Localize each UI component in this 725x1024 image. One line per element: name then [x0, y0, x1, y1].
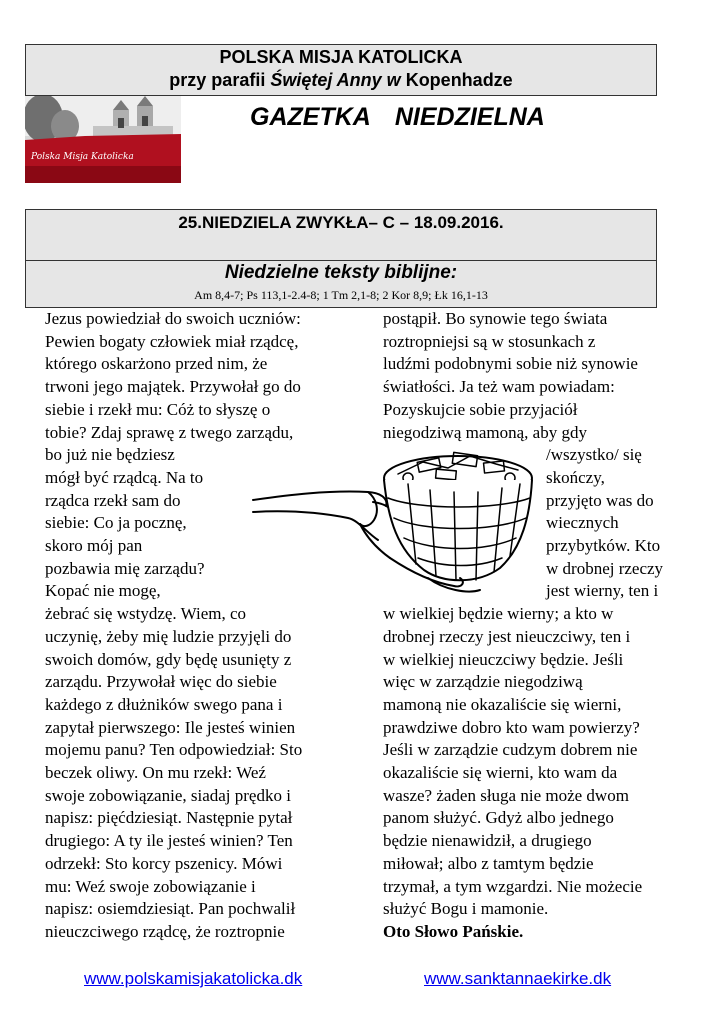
gospel-line: jest wierny, ten i: [546, 581, 659, 601]
parish-saint-name: Świętej Anny w: [270, 70, 401, 90]
gospel-line: drugiego: A ty ile jesteś winien? Ten: [45, 831, 293, 851]
gospel-line: roztropniejsi są w stosunkach z: [383, 331, 596, 351]
gospel-line: przybytków. Kto: [546, 536, 661, 556]
gospel-line: trzymał, a tym wzgardzi. Nie możecie: [383, 876, 643, 896]
gospel-line: tobie? Zdaj sprawę z twego zarządu,: [45, 422, 294, 442]
gospel-line: mojemu panu? Ten odpowiedział: Sto: [45, 740, 303, 760]
gospel-line: panom służyć. Gdyż albo jednego: [383, 808, 614, 828]
gospel-column-right: [383, 308, 663, 944]
gospel-line: zarządu. Przywołał więc do siebie: [45, 672, 277, 692]
gospel-line: każdego z dłużników swego pana i: [45, 694, 283, 714]
gospel-line: swoje zobowiązanie, siadaj prędko i: [45, 785, 291, 805]
gospel-line: skończy,: [546, 467, 605, 487]
gospel-line: mógł być rządcą. Na to: [45, 467, 204, 487]
gospel-line: siebie: Co ja pocznę,: [45, 513, 187, 533]
gospel-line: rządca rzekł sam do: [45, 490, 181, 510]
gospel-line: nieuczciwego rządcę, że roztropnie: [45, 921, 285, 941]
readings-title: Niedzielne teksty biblijne:: [224, 262, 458, 283]
parish-line-prefix: przy parafii: [169, 70, 271, 90]
sunday-banner: [25, 209, 657, 261]
gospel-line: mamoną nie okazaliście się wierni,: [383, 694, 622, 714]
parish-line: [26, 70, 656, 91]
gospel-line: postąpił. Bo synowie tego świata: [383, 309, 608, 328]
gospel-line: niegodziwą mamoną, aby gdy: [383, 422, 587, 442]
gospel-line: w wielkiej nieuczciwy będzie. Jeśli: [383, 649, 624, 669]
gospel-line: Pewien bogaty człowiek miał rządcę,: [45, 331, 299, 351]
readings-banner: [25, 260, 657, 308]
gospel-line: Pozyskujcie sobie przyjaciół: [383, 399, 578, 419]
gospel-line: wasze? żaden sługa nie może dwom: [383, 785, 629, 805]
footer-link-polskamisja[interactable]: www.polskamisjakatolicka.dk: [84, 969, 303, 988]
church-photo-logo: [25, 96, 181, 183]
header-banner: [25, 44, 657, 96]
sunday-title: 25.NIEDZIELA ZWYKŁA– C – 18.09.2016.: [178, 213, 504, 232]
gospel-line: siebie i rzekł mu: Cóż to słyszę o: [45, 399, 271, 419]
gospel-line: /wszystko/ się: [546, 445, 642, 465]
gospel-line: Jeśli w zarządzie cudzym dobrem nie: [383, 740, 638, 760]
gospel-line: trwoni jego majątek. Przywołał go do: [45, 377, 301, 397]
gospel-line: napisz: pięćdziesiąt. Następnie pytał: [45, 808, 293, 828]
footer-link-sanktanna[interactable]: www.sanktannaekirke.dk: [424, 969, 612, 988]
gospel-line: będzie nienawidził, a drugiego: [383, 831, 592, 851]
gospel-line: Kopać nie mogę,: [45, 581, 161, 601]
gospel-line: zapytał pierwszego: Ile jesteś winien: [45, 717, 296, 737]
gospel-line: uczynię, żeby mię ludzie przyjęli do: [45, 626, 292, 646]
gospel-line: drobnej rzeczy jest nieuczciwy, ten i: [383, 626, 631, 646]
gospel-line: miłował; albo z tamtym będzie: [383, 853, 594, 873]
gospel-line: bo już nie będziesz: [45, 445, 175, 465]
gospel-line: światłości. Ja też wam powiadam:: [383, 377, 615, 397]
gospel-line: ludźmi podobnymi sobie niż synowie: [383, 354, 638, 374]
gospel-line: odrzekł: Sto korcy pszenicy. Mówi: [45, 853, 283, 873]
gospel-line: pozbawia mię zarządu?: [45, 558, 205, 578]
gospel-line: napisz: osiemdziesiąt. Pan pochwalił: [45, 899, 296, 919]
gospel-line: którego oskarżono przed nim, że: [45, 354, 268, 374]
basket-of-money-hand-icon: [248, 440, 548, 610]
readings-references: Am 8,4-7; Ps 113,1-2.4-8; 1 Tm 2,1-8; 2 Kor 8,9; Łk 16,1-13: [194, 288, 488, 302]
gospel-line: prawdziwe dobro kto wam powierzy?: [383, 717, 640, 737]
gospel-line: żebrać się wstydzę. Wiem, co: [45, 604, 247, 624]
gospel-line: Jezus powiedział do swoich uczniów:: [45, 309, 301, 328]
gospel-line: w wielkiej będzie wierny; a kto w: [383, 604, 614, 624]
gospel-line: mu: Weź swoje zobowiązanie i: [45, 876, 256, 896]
gospel-line: przyjęto was do: [546, 490, 654, 510]
gospel-line: wiecznych: [546, 513, 619, 533]
gospel-line: beczek oliwy. On mu rzekł: Weź: [45, 763, 266, 783]
gospel-column-left: [45, 308, 302, 944]
gospel-line: skoro mój pan: [45, 536, 143, 556]
gazette-title: GAZETKA NIEDZIELNA: [250, 103, 545, 131]
mission-name: POLSKA MISJA KATOLICKA: [219, 47, 463, 67]
gospel-line: służyć Bogu i mamonie.: [383, 899, 549, 919]
gospel-line: w drobnej rzeczy: [546, 558, 664, 578]
gospel-line: więc w zarządzie niegodziwą: [383, 672, 583, 692]
parish-line-city: Kopenhadze: [400, 70, 513, 90]
logo-caption: Polska Misja Katolicka: [31, 152, 134, 162]
gospel-line: okazaliście się wierni, kto wam da: [383, 763, 618, 783]
gospel-line: swoich domów, gdy będę usunięty z: [45, 649, 292, 669]
closing-line: Oto Słowo Pańskie.: [383, 921, 524, 941]
